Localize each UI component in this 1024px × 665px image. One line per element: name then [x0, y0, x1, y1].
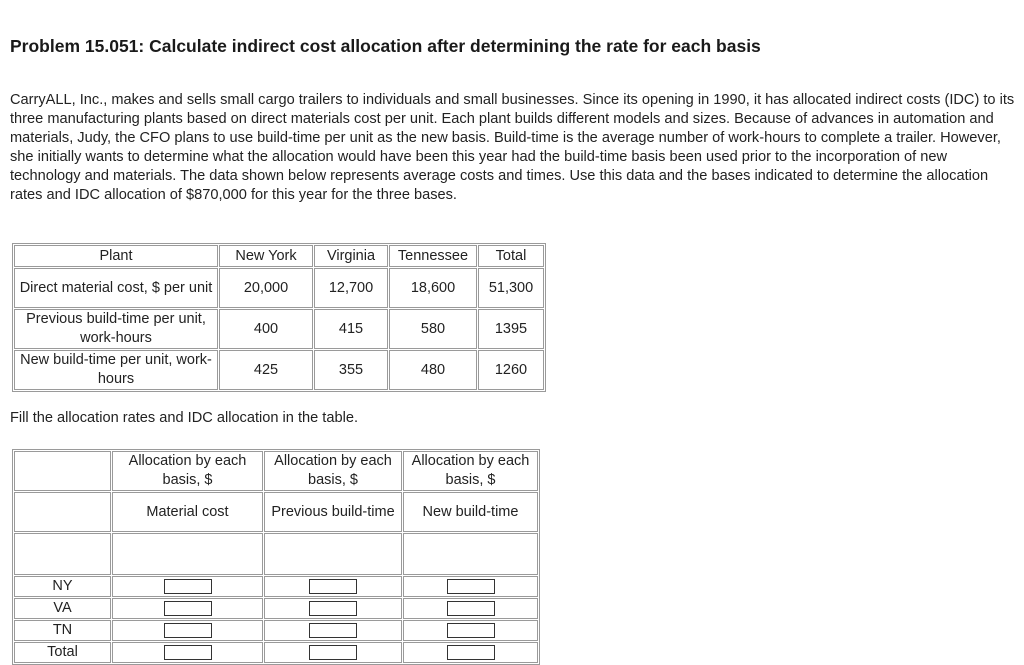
va-new-build-time-input[interactable]	[447, 601, 495, 616]
cell	[403, 576, 538, 597]
cell-tennessee: 580	[389, 309, 477, 349]
row-label: Previous build-time per unit, work-hours	[14, 309, 218, 349]
plant-data-table	[12, 243, 546, 392]
table-row	[14, 598, 538, 619]
cell-tennessee: 18,600	[389, 268, 477, 308]
alloc-corner-cell	[14, 492, 111, 532]
cell-virginia: 415	[314, 309, 388, 349]
cell	[264, 620, 402, 641]
total-previous-build-time-input[interactable]	[309, 645, 357, 660]
cell-total: 1260	[478, 350, 544, 390]
row-label-va: VA	[14, 598, 111, 619]
cell	[264, 642, 402, 663]
empty-cell	[264, 533, 402, 575]
cell	[264, 598, 402, 619]
table-row	[14, 309, 544, 349]
header-virginia: Virginia	[314, 245, 388, 267]
header-total: Total	[478, 245, 544, 267]
empty-cell	[14, 533, 111, 575]
tn-material-cost-input[interactable]	[164, 623, 212, 638]
alloc-header-new: Allocation by each basis, $	[403, 451, 538, 491]
alloc-header-row	[14, 451, 538, 491]
alloc-basis-row	[14, 492, 538, 532]
cell	[112, 598, 263, 619]
header-new-york: New York	[219, 245, 313, 267]
basis-new-build-time: New build-time	[403, 492, 538, 532]
empty-cell	[403, 533, 538, 575]
table-row	[14, 642, 538, 663]
table-row	[14, 576, 538, 597]
cell	[403, 620, 538, 641]
cell-total: 51,300	[478, 268, 544, 308]
header-tennessee: Tennessee	[389, 245, 477, 267]
table-row	[14, 268, 544, 308]
row-label-tn: TN	[14, 620, 111, 641]
problem-intro: CarryALL, Inc., makes and sells small cargo trailers to individuals and small businesses. Since its opening in 1990, it has allocated indirect costs (IDC) to its three manufacturing plants based on direct materials cost per unit. Each plant builds different models and sizes. Because of advances in automation and materials, Judy, the CFO plans to use build-time per unit as the new basis. Build-time is the average number of work-hours to complete a trailer. However, she initially wants to determine what the allocation would have been this year had the build-time basis been used prior to the incorporation of new technology and materials. The data shown below represents average costs and times. Use this data and the bases indicated to determine the allocation rates and IDC allocation of $870,000 for this year for the three bases.	[10, 92, 1015, 203]
cell-total: 1395	[478, 309, 544, 349]
table-row	[14, 620, 538, 641]
cell-new-york: 425	[219, 350, 313, 390]
total-new-build-time-input[interactable]	[447, 645, 495, 660]
empty-cell	[112, 533, 263, 575]
row-label: New build-time per unit, work-hours	[14, 350, 218, 390]
cell	[264, 576, 402, 597]
va-previous-build-time-input[interactable]	[309, 601, 357, 616]
cell	[403, 598, 538, 619]
alloc-corner-cell	[14, 451, 111, 491]
table-header-row	[14, 245, 544, 267]
cell-virginia: 355	[314, 350, 388, 390]
cell-new-york: 20,000	[219, 268, 313, 308]
va-material-cost-input[interactable]	[164, 601, 212, 616]
cell	[112, 642, 263, 663]
row-label-total: Total	[14, 642, 111, 663]
cell	[403, 642, 538, 663]
problem-title: Problem 15.051: Calculate indirect cost allocation after determining the rate for each basis	[10, 36, 761, 56]
ny-new-build-time-input[interactable]	[447, 579, 495, 594]
ny-material-cost-input[interactable]	[164, 579, 212, 594]
alloc-spacer-row	[14, 533, 538, 575]
alloc-header-previous: Allocation by each basis, $	[264, 451, 402, 491]
ny-previous-build-time-input[interactable]	[309, 579, 357, 594]
alloc-header-material: Allocation by each basis, $	[112, 451, 263, 491]
cell	[112, 576, 263, 597]
header-plant: Plant	[14, 245, 218, 267]
cell-tennessee: 480	[389, 350, 477, 390]
total-material-cost-input[interactable]	[164, 645, 212, 660]
cell	[112, 620, 263, 641]
tn-previous-build-time-input[interactable]	[309, 623, 357, 638]
tn-new-build-time-input[interactable]	[447, 623, 495, 638]
basis-material-cost: Material cost	[112, 492, 263, 532]
cell-virginia: 12,700	[314, 268, 388, 308]
table-row	[14, 350, 544, 390]
basis-previous-build-time: Previous build-time	[264, 492, 402, 532]
row-label-ny: NY	[14, 576, 111, 597]
allocation-table	[12, 449, 540, 665]
cell-new-york: 400	[219, 309, 313, 349]
instruction-text: Fill the allocation rates and IDC allocation in the table.	[10, 410, 359, 426]
row-label: Direct material cost, $ per unit	[14, 268, 218, 308]
